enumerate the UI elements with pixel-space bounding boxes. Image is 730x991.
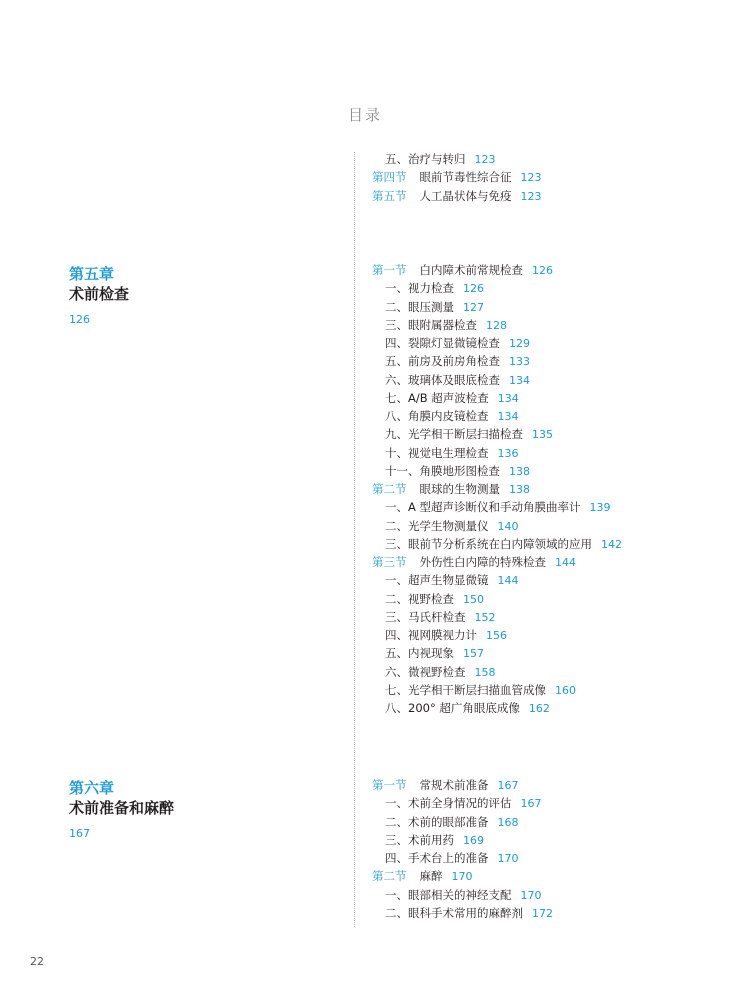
entry-page-number: 152 bbox=[474, 610, 496, 624]
entry-page-number: 139 bbox=[589, 501, 611, 515]
toc-item-entry[interactable] bbox=[372, 334, 712, 352]
toc-item-entry[interactable] bbox=[372, 352, 712, 370]
toc-item-entry[interactable] bbox=[372, 608, 712, 626]
entry-page-number: 167 bbox=[497, 779, 519, 792]
entry-title: 二、术前的眼部准备 bbox=[385, 814, 489, 829]
toc-continuation-list bbox=[372, 150, 712, 205]
entry-page-number: 142 bbox=[601, 537, 622, 551]
chapter-5-heading[interactable] bbox=[69, 264, 319, 327]
toc-item-entry[interactable] bbox=[372, 444, 712, 462]
entry-page-number: 138 bbox=[509, 464, 530, 478]
entry-title: 一、超声生物显微镜 bbox=[385, 573, 489, 588]
toc-section-entry[interactable] bbox=[372, 553, 712, 571]
toc-item-entry[interactable] bbox=[372, 407, 712, 425]
entry-page-number: 162 bbox=[528, 702, 550, 715]
section-number: 第二节 bbox=[372, 869, 407, 884]
entry-title: 五、治疗与转归 bbox=[385, 152, 466, 166]
page-number: 22 bbox=[30, 955, 44, 968]
entry-page-number: 170 bbox=[451, 870, 473, 884]
entry-title: 一、A 型超声诊断仪和手动角膜曲率计 bbox=[385, 500, 581, 515]
entry-title: 三、术前用药 bbox=[385, 832, 454, 847]
toc-section-entry[interactable] bbox=[372, 480, 712, 498]
chapter-page-number: 126 bbox=[69, 313, 90, 326]
entry-page-number: 123 bbox=[520, 171, 542, 185]
toc-item-entry[interactable] bbox=[372, 886, 712, 904]
entry-page-number: 140 bbox=[497, 519, 519, 533]
entry-page-number: 170 bbox=[497, 852, 519, 865]
entry-page-number: 150 bbox=[463, 592, 484, 606]
entry-page-number: 134 bbox=[497, 391, 519, 405]
toc-item-entry[interactable] bbox=[372, 150, 712, 168]
entry-title: 十、视觉电生理检查 bbox=[385, 445, 489, 460]
toc-section-entry[interactable] bbox=[372, 168, 712, 186]
entry-title: 二、视野检查 bbox=[385, 591, 454, 606]
toc-item-entry[interactable] bbox=[372, 590, 712, 608]
toc-item-entry[interactable] bbox=[372, 831, 712, 849]
entry-title: 三、眼附属器检查 bbox=[385, 317, 477, 332]
entry-title: 外伤性白内障的特殊检查 bbox=[419, 555, 546, 569]
section-number: 第二节 bbox=[372, 482, 407, 496]
entry-page-number: 123 bbox=[520, 189, 542, 203]
entry-page-number: 135 bbox=[532, 428, 553, 442]
toc-item-entry[interactable] bbox=[372, 644, 712, 662]
toc-item-entry[interactable] bbox=[372, 371, 712, 389]
section-number: 第一节 bbox=[372, 263, 407, 277]
entry-title: 一、眼部相关的神经支配 bbox=[385, 887, 512, 902]
toc-item-entry[interactable] bbox=[372, 298, 712, 316]
entry-title: 十一、角膜地形图检查 bbox=[385, 463, 500, 478]
entry-title: 白内障术前常规检查 bbox=[419, 263, 523, 277]
toc-item-entry[interactable] bbox=[372, 663, 712, 681]
entry-title: 八、角膜内皮镜检查 bbox=[385, 409, 489, 423]
entry-title: 麻醉 bbox=[419, 869, 443, 884]
entry-title: 七、A/B 超声波检查 bbox=[385, 390, 489, 405]
section-number: 第四节 bbox=[372, 170, 407, 185]
entry-title: 一、视力检查 bbox=[385, 281, 454, 296]
entry-title: 五、前房及前房角检查 bbox=[385, 354, 500, 369]
entry-title: 四、手术台上的准备 bbox=[385, 851, 489, 865]
entry-title: 七、光学相干断层扫描血管成像 bbox=[385, 682, 546, 697]
entry-page-number: 128 bbox=[486, 318, 507, 332]
toc-item-entry[interactable] bbox=[372, 279, 712, 297]
chapter-6-heading[interactable] bbox=[69, 778, 319, 841]
entry-page-number: 172 bbox=[532, 906, 553, 920]
entry-page-number: 169 bbox=[463, 833, 484, 847]
toc-section-entry[interactable] bbox=[372, 187, 712, 205]
section-number: 第三节 bbox=[372, 555, 407, 569]
entry-page-number: 134 bbox=[497, 410, 519, 423]
entry-title: 常规术前准备 bbox=[419, 778, 489, 792]
entry-page-number: 168 bbox=[497, 815, 519, 829]
entry-page-number: 144 bbox=[555, 556, 576, 569]
toc-item-entry[interactable] bbox=[372, 535, 712, 553]
toc-item-entry[interactable] bbox=[372, 813, 712, 831]
section-number: 第五节 bbox=[372, 188, 407, 203]
toc-item-entry[interactable] bbox=[372, 681, 712, 699]
entry-page-number: 167 bbox=[520, 797, 542, 811]
entry-page-number: 160 bbox=[555, 683, 576, 697]
entry-page-number: 126 bbox=[463, 282, 484, 296]
entry-title: 人工晶状体与免疫 bbox=[419, 188, 512, 203]
entry-title: 眼球的生物测量 bbox=[419, 482, 500, 496]
toc-item-entry[interactable] bbox=[372, 904, 712, 922]
toc-item-entry[interactable] bbox=[372, 699, 712, 717]
entry-title: 五、内视现象 bbox=[385, 646, 454, 661]
toc-section-entry[interactable] bbox=[372, 261, 712, 279]
entry-title: 眼前节毒性综合征 bbox=[419, 170, 512, 185]
toc-item-entry[interactable] bbox=[372, 389, 712, 407]
toc-item-entry[interactable] bbox=[372, 462, 712, 480]
toc-section-entry[interactable] bbox=[372, 776, 712, 794]
toc-item-entry[interactable] bbox=[372, 316, 712, 334]
chapter-6-entries bbox=[372, 776, 712, 922]
entry-title: 一、术前全身情况的评估 bbox=[385, 796, 512, 811]
chapter-name: 术前检查 bbox=[69, 285, 130, 303]
toc-title: 目录 bbox=[347, 106, 382, 124]
entry-title: 三、眼前节分析系统在白内障领域的应用 bbox=[385, 536, 592, 551]
entry-page-number: 138 bbox=[509, 483, 530, 496]
entry-page-number: 129 bbox=[509, 337, 530, 350]
toc-item-entry[interactable] bbox=[372, 498, 712, 516]
entry-page-number: 156 bbox=[486, 629, 507, 642]
toc-item-entry[interactable] bbox=[372, 571, 712, 589]
entry-page-number: 134 bbox=[509, 373, 530, 387]
entry-title: 九、光学相干断层扫描检查 bbox=[385, 427, 523, 442]
entry-page-number: 123 bbox=[474, 153, 496, 166]
entry-title: 六、玻璃体及眼底检查 bbox=[385, 372, 500, 387]
entry-title: 三、马氏杆检查 bbox=[385, 609, 466, 624]
chapter-number: 第六章 bbox=[69, 779, 115, 797]
toc-item-entry[interactable] bbox=[372, 794, 712, 812]
toc-item-entry[interactable] bbox=[372, 849, 712, 867]
toc-section-entry[interactable] bbox=[372, 867, 712, 885]
entry-page-number: 133 bbox=[509, 355, 530, 369]
entry-title: 八、200° 超广角眼底成像 bbox=[385, 701, 520, 715]
entry-page-number: 157 bbox=[463, 647, 484, 661]
toc-item-entry[interactable] bbox=[372, 517, 712, 535]
chapter-5-entries bbox=[372, 261, 712, 717]
entry-title: 二、眼科手术常用的麻醉剂 bbox=[385, 905, 523, 920]
entry-page-number: 127 bbox=[463, 300, 484, 314]
column-divider bbox=[354, 152, 355, 927]
entry-title: 六、微视野检查 bbox=[385, 664, 466, 679]
entry-page-number: 158 bbox=[474, 665, 496, 679]
entry-page-number: 136 bbox=[497, 446, 519, 460]
section-number: 第一节 bbox=[372, 778, 407, 792]
toc-item-entry[interactable] bbox=[372, 626, 712, 644]
chapter-number: 第五章 bbox=[69, 265, 115, 283]
entry-title: 四、视网膜视力计 bbox=[385, 628, 477, 642]
entry-title: 二、光学生物测量仪 bbox=[385, 518, 489, 533]
entry-page-number: 170 bbox=[520, 888, 542, 902]
chapter-page-number: 167 bbox=[69, 827, 90, 840]
entry-title: 二、眼压测量 bbox=[385, 299, 454, 314]
entry-page-number: 144 bbox=[497, 574, 519, 588]
chapter-name: 术前准备和麻醉 bbox=[69, 799, 175, 817]
entry-title: 四、裂隙灯显微镜检查 bbox=[385, 336, 500, 350]
entry-page-number: 126 bbox=[532, 264, 553, 277]
toc-item-entry[interactable] bbox=[372, 425, 712, 443]
